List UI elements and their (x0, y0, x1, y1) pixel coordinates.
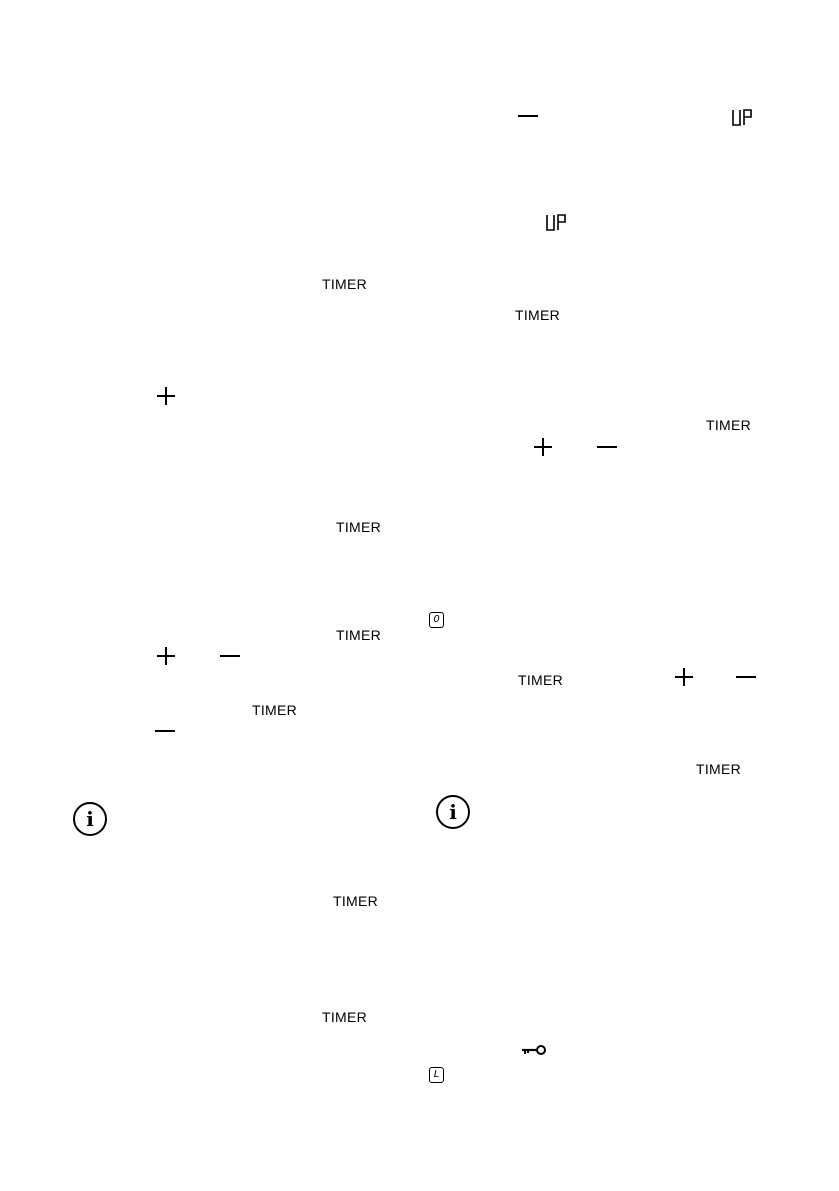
info-icon: i (73, 802, 107, 836)
timer-label: TIMER (322, 276, 368, 292)
minus-icon (219, 646, 241, 666)
up-display-icon (545, 213, 567, 232)
key-icon (521, 1045, 547, 1057)
timer-label: TIMER (336, 627, 382, 643)
minus-icon (596, 437, 618, 457)
up-display-icon (731, 108, 753, 127)
plus-icon (533, 437, 553, 457)
timer-label: TIMER (518, 672, 564, 688)
timer-label: TIMER (333, 893, 379, 909)
plus-icon (156, 646, 176, 666)
up-display-text (545, 213, 546, 214)
plus-icon (674, 667, 694, 687)
timer-label: TIMER (706, 417, 752, 433)
minus-icon (735, 667, 757, 687)
timer-label: TIMER (252, 702, 298, 718)
display-lock-indicator: L (429, 1067, 444, 1083)
timer-label: TIMER (322, 1009, 368, 1025)
timer-label: TIMER (696, 761, 742, 777)
timer-label: TIMER (515, 307, 561, 323)
timer-label: TIMER (336, 519, 382, 535)
minus-icon (517, 106, 539, 126)
plus-icon (156, 386, 176, 406)
up-display-text (731, 108, 732, 109)
minus-icon (154, 721, 176, 741)
info-icon: i (436, 795, 470, 829)
display-zero-indicator: 0 (429, 612, 444, 628)
